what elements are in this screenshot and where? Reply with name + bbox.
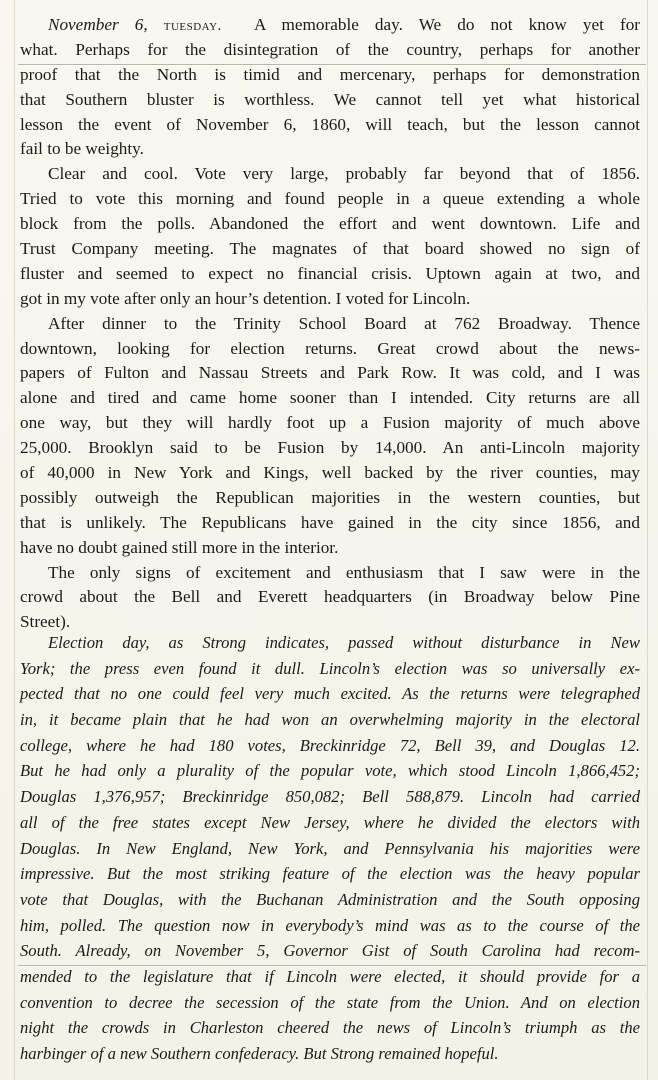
commentary-line: Election day, as Strong indicates, passed without disturbance in New [48, 633, 640, 652]
commentary-line: vote that Douglas, with the Buchanan Administration and the South opposing [20, 889, 640, 909]
commentary-line: him, polled. The question now in everybody’s mind was as to the course of the [20, 915, 640, 935]
commentary-line: But he had only a plurality of the popular vote, which stood Lincoln 1,866,452; [20, 761, 640, 781]
entry-line: downtown, looking for election returns. Great crowd about the news- [20, 338, 640, 358]
entry-line: crowd about the Bell and Everett headquarters (in Broadway below Pine [20, 587, 640, 607]
commentary-line: South. Already, on November 5, Governor Gist of South Carolina had recom- [20, 941, 640, 961]
entry-first-line-text: A memorable day. We do not know yet for [253, 15, 641, 34]
commentary-line: Douglas. In New England, New York, and Pennsylvania his majorities were [20, 838, 640, 858]
entry-line: Trust Company meeting. The magnates of that board showed no sign of [20, 239, 640, 259]
entry-line: fail to be weighty. [20, 139, 144, 159]
editorial-commentary [20, 630, 640, 1067]
entry-line: Clear and cool. Vote very large, probably far beyond that of 1856. [48, 164, 640, 184]
entry-line: possibly outweigh the Republican majorities in the western counties, but [20, 487, 640, 507]
entry-line: proof that the North is timid and mercenary, perhaps for demonstration [20, 64, 640, 84]
entry-line: Tried to vote this morning and found people in a queue extending a whole [20, 189, 640, 209]
entry-line: that is unlikely. The Republicans have gained in the city since 1856, and [20, 512, 640, 532]
entry-line: lesson the event of November 6, 1860, will teach, but the lesson cannot [20, 114, 640, 134]
page-edge-right [647, 0, 648, 1080]
commentary-line: convention to decree the secession of the state from the Union. And on election [20, 992, 640, 1012]
entry-line: alone and tired and came home sooner than I intended. City returns are all [20, 388, 640, 408]
commentary-line: college, where he had 180 votes, Breckinridge 72, Bell 39, and Douglas 12. [20, 735, 640, 755]
commentary-line: mended to the legislature that if Lincoln were elected, it should provide for a [20, 966, 640, 986]
commentary-line: York; the press even found it dull. Lincoln’s election was so universally ex- [20, 658, 640, 678]
entry-line: fluster and seemed to expect no financial crisis. Uptown again at two, and [20, 263, 640, 283]
diary-entry [20, 13, 640, 635]
entry-line: The only signs of excitement and enthusiasm that I saw were in the [48, 562, 640, 582]
commentary-line: impressive. But the most striking feature of the election was the heavy popular [20, 864, 640, 884]
entry-line: that Southern bluster is worthless. We cannot tell yet what historical [20, 89, 640, 109]
paper-seam-top [18, 64, 646, 65]
entry-line: 25,000. Brooklyn said to be Fusion by 14,000. An anti-Lincoln majority [20, 438, 640, 458]
entry-date: November 6, [48, 15, 148, 34]
entry-weekday: tuesday. [163, 18, 222, 34]
entry-line: papers of Fulton and Nassau Streets and Park Row. It was cold, and I was [20, 363, 640, 383]
entry-line: After dinner to the Trinity School Board at 762 Broadway. Thence [48, 313, 640, 333]
entry-first-line [20, 13, 640, 38]
entry-line: what. Perhaps for the disintegration of the country, perhaps for another [20, 39, 640, 59]
entry-line: got in my vote after only an hour’s detention. I voted for Lincoln. [20, 288, 471, 308]
commentary-line: all of the free states except New Jersey, where he divided the electors with [20, 812, 640, 832]
entry-line: block from the polls. Abandoned the effort and went downtown. Life and [20, 214, 640, 234]
entry-line: of 40,000 in New York and Kings, well backed by the river counties, may [20, 463, 640, 483]
entry-line: one way, but they will hardly foot up a Fusion majority of much above [20, 413, 640, 433]
commentary-line: in, it became plain that he had won an overwhelming majority in the electoral [20, 710, 640, 730]
commentary-line: Douglas 1,376,957; Breckinridge 850,082; Bell 588,879. Lincoln had carried [20, 787, 640, 807]
page-edge-left [14, 0, 15, 1080]
commentary-line: pected that no one could feel very much excited. As the returns were telegraphed [20, 684, 640, 704]
commentary-line: night the crowds in Charleston cheered the news of Lincoln’s triumph as the [20, 1018, 640, 1038]
entry-line: Street). [20, 612, 71, 632]
commentary-line: harbinger of a new Southern confederacy. But Strong remained hopeful. [20, 1044, 499, 1063]
entry-line: have no doubt gained still more in the interior. [20, 537, 339, 557]
paper-seam-bottom [18, 965, 646, 966]
